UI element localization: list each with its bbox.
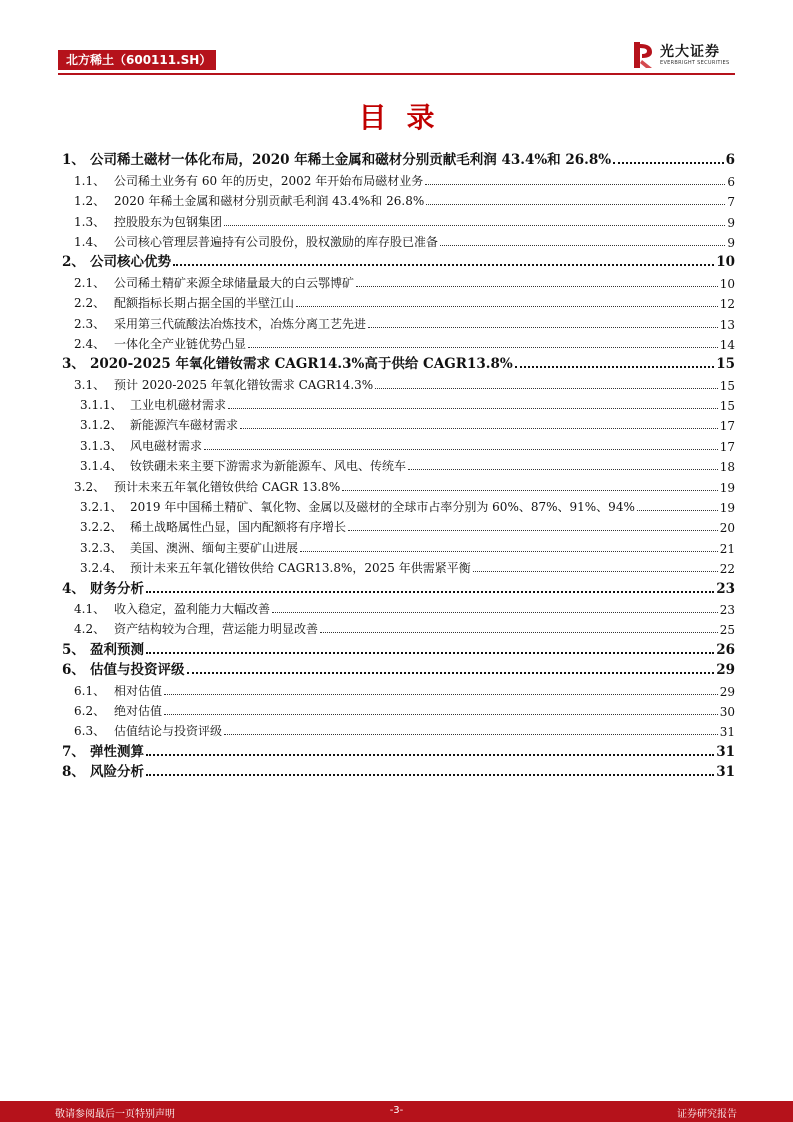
toc-entry[interactable] <box>60 372 735 392</box>
toc-entry-title: 预计未来五年氧化镨钕供给 CAGR13.8%，2025 年供需紧平衡 <box>130 561 471 576</box>
toc-entry[interactable] <box>60 617 735 637</box>
toc-entry-page: 30 <box>719 704 735 719</box>
toc-entry-number: 3.1.3、 <box>80 438 123 453</box>
toc-entry-number: 3、 <box>62 356 85 373</box>
toc-leader-dots <box>342 490 717 491</box>
toc-entry-number: 4、 <box>62 580 85 597</box>
toc-entry[interactable] <box>60 270 735 290</box>
toc-entry-title: 估值与投资评级 <box>90 662 185 679</box>
toc-entry[interactable] <box>60 495 735 515</box>
toc-entry-number: 3.1、 <box>74 377 106 392</box>
toc-entry[interactable] <box>60 230 735 250</box>
toc-entry-page: 15 <box>716 356 735 373</box>
toc-entry-number: 3.1.4、 <box>80 459 123 474</box>
toc-entry[interactable] <box>60 454 735 474</box>
toc-entry-title: 一体化全产业链优势凸显 <box>114 336 247 351</box>
toc-entry[interactable] <box>60 597 735 617</box>
toc-entry-number: 6.3、 <box>74 724 106 739</box>
toc-entry[interactable] <box>60 168 735 188</box>
brand-name-en: EVERBRIGHT SECURITIES <box>660 60 730 66</box>
toc-entry-title: 资产结构较为合理，营运能力明显改善 <box>114 622 319 637</box>
page-number: -3- <box>389 1105 404 1116</box>
toc-entry[interactable] <box>60 332 735 352</box>
toc-entry-page: 9 <box>727 215 735 230</box>
toc-entry[interactable] <box>60 474 735 494</box>
toc-entry-page: 17 <box>719 419 735 434</box>
toc-entry-title: 钕铁硼未来主要下游需求为新能源车、风电、传统车 <box>130 459 407 474</box>
toc-entry[interactable] <box>60 291 735 311</box>
toc-entry-number: 3.2.2、 <box>80 520 123 535</box>
brand-logo-icon <box>632 40 654 70</box>
toc-entry-page: 19 <box>719 480 735 495</box>
brand-logo <box>632 38 742 74</box>
toc-entry-title: 配额指标长期占据全国的半壁江山 <box>114 296 295 311</box>
toc-entry-number: 6.2、 <box>74 703 106 718</box>
toc-entry[interactable] <box>60 739 735 759</box>
toc-entry-page: 29 <box>719 684 735 699</box>
footer-report-type: 证券研究报告 <box>677 1109 737 1120</box>
toc-leader-dots <box>272 612 718 613</box>
toc-entry[interactable] <box>60 413 735 433</box>
toc-entry-number: 3.2、 <box>74 479 106 494</box>
toc-entry-title: 美国、澳洲、缅甸主要矿山进展 <box>130 540 299 555</box>
toc-leader-dots <box>164 714 718 715</box>
toc-entry-title: 风电磁材需求 <box>130 438 203 453</box>
toc-entry-number: 3.2.4、 <box>80 561 123 576</box>
toc-entry-page: 31 <box>719 725 735 740</box>
toc-leader-dots <box>300 551 718 552</box>
toc-entry-page: 25 <box>719 623 735 638</box>
toc-entry[interactable] <box>60 393 735 413</box>
toc-entry[interactable] <box>60 148 735 168</box>
toc-entry-title: 公司核心优势 <box>90 254 171 271</box>
toc-entry-page: 15 <box>719 378 735 393</box>
toc-leader-dots <box>204 449 718 450</box>
toc-entry-title: 弹性测算 <box>90 743 144 760</box>
toc-entry-page: 9 <box>727 235 735 250</box>
toc-leader-dots <box>224 225 725 226</box>
toc-entry-title: 公司稀土业务有 60 年的历史，2002 年开始布局磁材业务 <box>114 173 424 188</box>
toc-entry-title: 2020-2025 年氧化镨钕需求 CAGR14.3%高于供给 CAGR13.8% <box>90 356 513 373</box>
toc-entry-number: 5、 <box>62 641 85 658</box>
toc-entry-title: 财务分析 <box>90 580 144 597</box>
footer-disclaimer: 敬请参阅最后一页特别声明 <box>55 1109 175 1120</box>
toc-entry-title: 公司稀土精矿来源全球储量最大的白云鄂博矿 <box>114 275 355 290</box>
toc-entry-page: 26 <box>716 641 735 658</box>
toc-entry-page: 19 <box>719 501 735 516</box>
toc-entry-title: 公司稀土磁材一体化布局，2020 年稀土金属和磁材分别贡献毛利润 43.4%和 26.8% <box>90 152 612 169</box>
toc-entry-number: 3.1.2、 <box>80 418 123 433</box>
toc-entry-title: 新能源汽车磁材需求 <box>130 418 239 433</box>
toc-entry-number: 1.3、 <box>74 214 106 229</box>
toc-entry-number: 4.2、 <box>74 622 106 637</box>
toc-entry[interactable] <box>60 576 735 596</box>
toc-entry-number: 1.4、 <box>74 234 106 249</box>
footer-bar <box>0 1101 793 1122</box>
toc-entry-title: 估值结论与投资评级 <box>114 724 223 739</box>
toc-leader-dots <box>515 366 715 368</box>
toc-entry[interactable] <box>60 352 735 372</box>
toc-entry[interactable] <box>60 189 735 209</box>
toc-entry-page: 21 <box>719 541 735 556</box>
toc-entry-title: 2019 年中国稀土精矿、氧化物、金属以及磁材的全球市占率分别为 60%、87%、91%、94% <box>130 500 635 515</box>
table-of-contents <box>60 148 735 780</box>
toc-entry-page: 23 <box>719 602 735 617</box>
toc-leader-dots <box>146 652 714 654</box>
toc-leader-dots <box>320 632 718 633</box>
toc-entry-page: 14 <box>719 337 735 352</box>
toc-leader-dots <box>440 245 725 246</box>
toc-entry[interactable] <box>60 209 735 229</box>
toc-entry-title: 预计 2020-2025 年氧化镨钕需求 CAGR14.3% <box>114 377 374 392</box>
toc-entry-title: 公司核心管理层普遍持有公司股份，股权激励的库存股已准备 <box>114 234 439 249</box>
toc-leader-dots <box>637 510 718 511</box>
toc-entry-number: 4.1、 <box>74 601 106 616</box>
toc-leader-dots <box>426 204 725 205</box>
toc-leader-dots <box>146 774 714 776</box>
toc-entry-page: 15 <box>719 399 735 414</box>
toc-entry-page: 12 <box>719 297 735 312</box>
toc-leader-dots <box>173 264 714 266</box>
toc-leader-dots <box>473 571 718 572</box>
toc-entry-page: 29 <box>716 662 735 679</box>
toc-leader-dots <box>187 672 715 674</box>
toc-leader-dots <box>164 694 718 695</box>
toc-leader-dots <box>248 347 718 348</box>
toc-leader-dots <box>425 184 725 185</box>
toc-entry-page: 17 <box>719 439 735 454</box>
toc-entry-number: 6.1、 <box>74 683 106 698</box>
toc-entry[interactable] <box>60 760 735 780</box>
toc-entry-number: 2.4、 <box>74 336 106 351</box>
toc-leader-dots <box>613 162 724 164</box>
toc-entry[interactable] <box>60 556 735 576</box>
toc-entry-number: 1.2、 <box>74 194 106 209</box>
toc-entry-title: 盈利预测 <box>90 641 144 658</box>
toc-entry-number: 7、 <box>62 743 85 760</box>
toc-entry-number: 8、 <box>62 764 85 781</box>
toc-entry[interactable] <box>60 658 735 678</box>
toc-entry-number: 6、 <box>62 662 85 679</box>
toc-entry-title: 预计未来五年氧化镨钕供给 CAGR 13.8% <box>114 479 341 494</box>
toc-entry-page: 7 <box>727 195 735 210</box>
toc-entry-title: 稀土战略属性凸显，国内配额将有序增长 <box>130 520 347 535</box>
toc-entry-number: 1、 <box>62 152 85 169</box>
toc-entry-title: 采用第三代硫酸法冶炼技术，冶炼分离工艺先进 <box>114 316 367 331</box>
toc-entry-page: 18 <box>719 460 735 475</box>
toc-entry[interactable] <box>60 433 735 453</box>
toc-entry[interactable] <box>60 311 735 331</box>
toc-entry-page: 6 <box>727 174 735 189</box>
toc-entry[interactable] <box>60 250 735 270</box>
toc-entry-title: 控股股东为包钢集团 <box>114 214 223 229</box>
toc-entry-title: 收入稳定，盈利能力大幅改善 <box>114 601 271 616</box>
toc-leader-dots <box>408 469 718 470</box>
toc-entry-title: 相对估值 <box>114 683 163 698</box>
toc-title: 目录 <box>358 101 455 134</box>
toc-leader-dots <box>224 734 718 735</box>
toc-entry[interactable] <box>60 719 735 739</box>
toc-entry-number: 2.2、 <box>74 296 106 311</box>
toc-entry-page: 10 <box>716 254 735 271</box>
toc-leader-dots <box>356 286 718 287</box>
toc-leader-dots <box>368 327 718 328</box>
toc-entry-page: 10 <box>719 276 735 291</box>
toc-leader-dots <box>240 428 718 429</box>
toc-entry[interactable] <box>60 637 735 657</box>
toc-entry-number: 2、 <box>62 254 85 271</box>
toc-entry-title: 工业电机磁材需求 <box>130 398 227 413</box>
toc-entry-page: 31 <box>716 764 735 781</box>
brand-name-cn: 光大证券 <box>660 44 720 60</box>
toc-entry-number: 3.1.1、 <box>80 398 123 413</box>
toc-entry-title: 2020 年稀土金属和磁材分别贡献毛利润 43.4%和 26.8% <box>114 194 425 209</box>
toc-entry-title: 风险分析 <box>90 764 144 781</box>
toc-leader-dots <box>348 530 718 531</box>
toc-entry-page: 20 <box>719 521 735 536</box>
toc-entry[interactable] <box>60 678 735 698</box>
toc-entry-number: 1.1、 <box>74 173 106 188</box>
toc-entry-page: 13 <box>719 317 735 332</box>
toc-entry-page: 6 <box>725 152 735 169</box>
stock-label: 北方稀土（600111.SH） <box>58 50 216 70</box>
toc-entry-number: 2.1、 <box>74 275 106 290</box>
toc-entry-page: 23 <box>716 580 735 597</box>
toc-entry-page: 31 <box>716 743 735 760</box>
toc-leader-dots <box>228 408 718 409</box>
toc-entry[interactable] <box>60 515 735 535</box>
toc-entry-title: 绝对估值 <box>114 703 163 718</box>
toc-leader-dots <box>296 306 718 307</box>
toc-entry[interactable] <box>60 535 735 555</box>
toc-leader-dots <box>146 754 714 756</box>
toc-entry-number: 2.3、 <box>74 316 106 331</box>
toc-entry-page: 22 <box>719 562 735 577</box>
toc-entry-number: 3.2.3、 <box>80 540 123 555</box>
toc-leader-dots <box>146 591 714 593</box>
toc-leader-dots <box>375 388 718 389</box>
toc-entry-number: 3.2.1、 <box>80 500 123 515</box>
toc-entry[interactable] <box>60 699 735 719</box>
